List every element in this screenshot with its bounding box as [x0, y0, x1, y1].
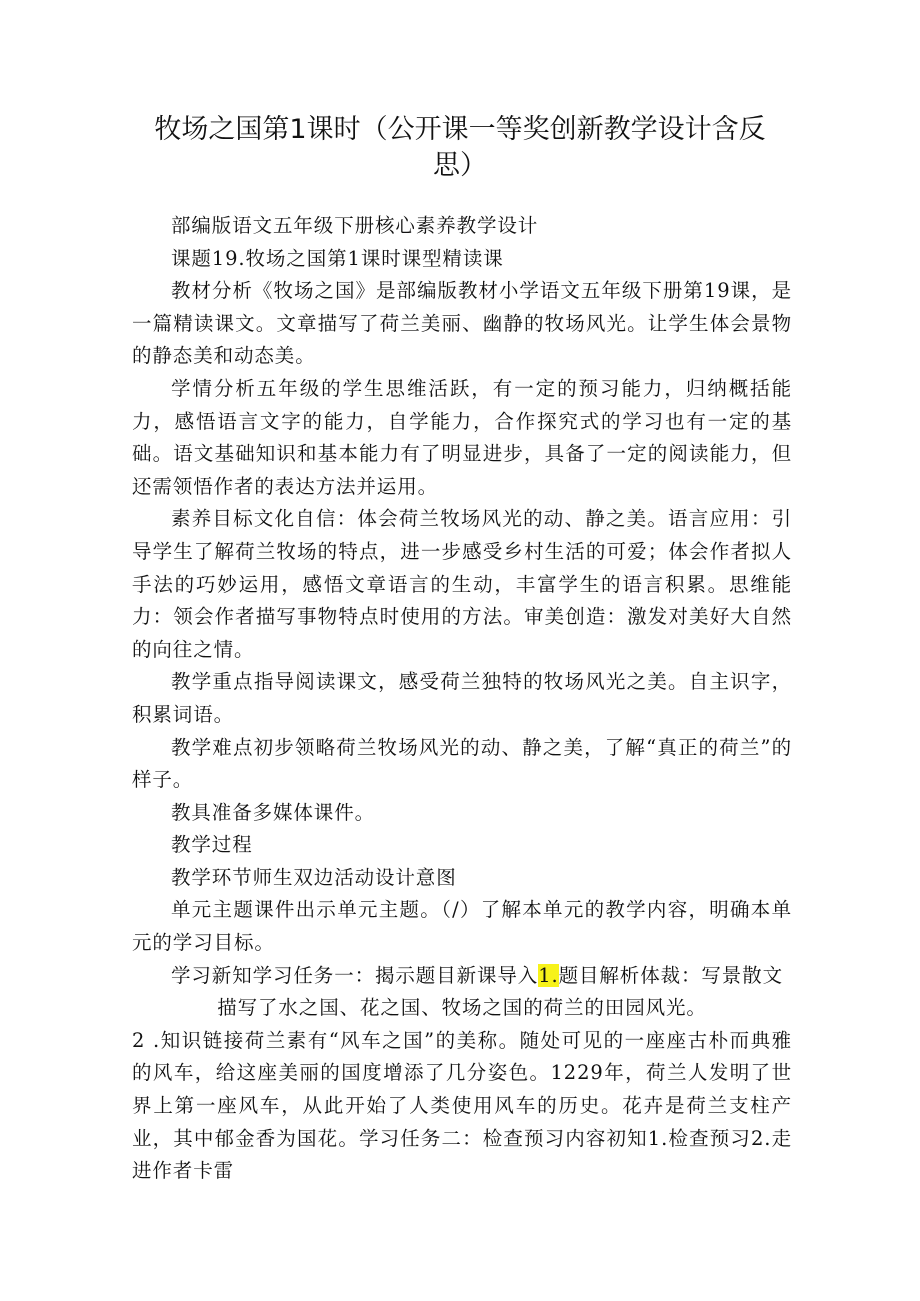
- paragraph-student-analysis: 学情分析五年级的学生思维活跃，有一定的预习能力，归纳概括能力，感悟语言文字的能力，自学能力，合作探究式的学习也有一定的基础。语文基础知识和基本能力有了明显进步，具备了一定的阅读能力，但还需领悟作者的表达方法并运用。: [132, 376, 792, 498]
- paragraph-unit-theme: 单元主题课件出示单元主题。（/）了解本单元的教学内容，明确本单元的学习目标。: [132, 898, 792, 955]
- task-one-text-after: 题目解析体裁：写景散文: [558, 963, 784, 987]
- paragraph-edition: 部编版语文五年级下册核心素养教学设计: [171, 214, 539, 237]
- paragraph-teaching-process: 教学过程: [171, 833, 253, 857]
- paragraph-textbook-analysis: 教材分析《牧场之国》是部编版教材小学语文五年级下册第19课，是一篇精读课文。文章描写了荷兰美丽、幽静的牧场风光。让学生体会景物的静态美和动态美。: [132, 279, 792, 368]
- paragraph-teaching-focus: 教学重点指导阅读课文，感受荷兰独特的牧场风光之美。自主识字，积累词语。: [132, 670, 792, 726]
- paragraph-teaching-difficulty: 教学难点初步领略荷兰牧场风光的动、静之美，了解“真正的荷兰”的样子。: [132, 735, 792, 792]
- paragraph-task-one: [132, 960, 792, 993]
- highlight-mark: 1.: [538, 963, 559, 987]
- paragraph-description: 描写了水之国、花之国、牧场之国的荷兰的田园风光。: [217, 996, 707, 1020]
- paragraph-literacy-goals: 素养目标文化自信：体会荷兰牧场风光的动、静之美。语言应用：引导学生了解荷兰牧场的特点，进一步感受乡村生活的可爱；体会作者拟人手法的巧妙运用，感悟文章语言的生动，丰富学生的语言积累。思维能力：领会作者描写事物特点时使用的方法。审美创造：激发对美好大自然的向往之情。: [132, 507, 792, 661]
- task-one-text: 学习新知学习任务一：揭示题目新课导入: [171, 963, 539, 987]
- paragraph-knowledge-link: 2 .知识链接荷兰素有“风车之国”的美称。随处可见的一座座古朴而典雅的风车，给这座美丽的国度增添了几分姿色。1229年，荷兰人发明了世界上第一座风车，从此开始了人类使用风车的历史。花卉是荷兰支柱产业，其中郁金香为国花。学习任务二：检查预习内容初知1.检查预习2.走进作者卡雷: [132, 1028, 792, 1183]
- document-body: [132, 210, 792, 1188]
- paragraph-table-header: 教学环节师生双边活动设计意图: [171, 865, 457, 889]
- paragraph-lesson-topic: 课题19.牧场之国第1课时课型精读课: [171, 246, 504, 270]
- paragraph-teaching-aids: 教具准备多媒体课件。: [171, 800, 376, 824]
- document-title: 牧场之国第1课时（公开课一等奖创新教学设计含反思）: [154, 114, 766, 181]
